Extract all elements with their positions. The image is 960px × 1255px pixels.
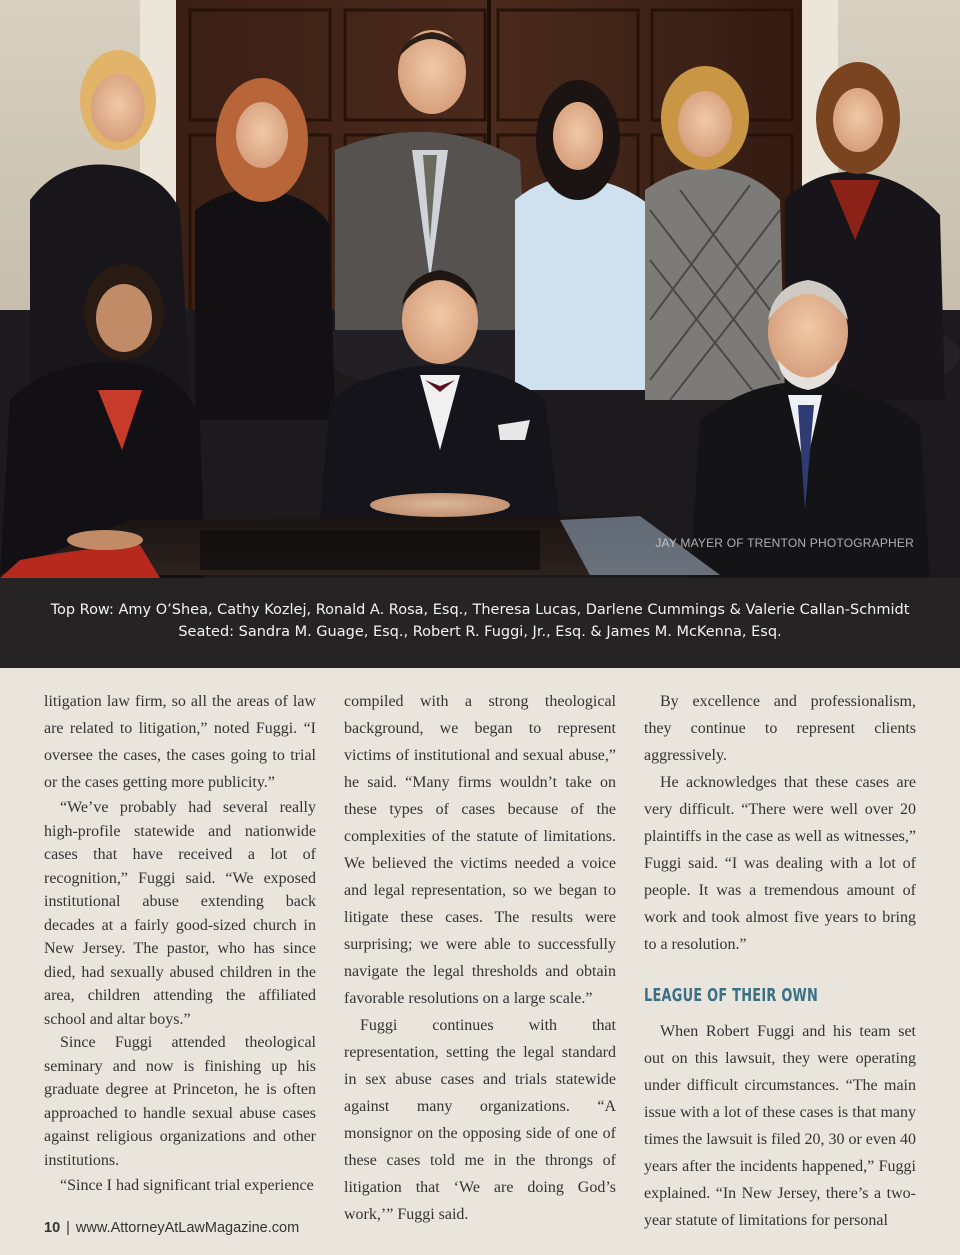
caption-seated: Seated: Sandra M. Guage, Esq., Robert R. Fuggi, Jr., Esq. & James M. McKenna, Esq. [178,624,782,640]
paragraph: compiled with a strong theological background, we began to represent victims of institutional and sexual abuse,” he said. “Many firms wouldn’t take on these types of cases because of the complexities of the statute of limitations. We believed the victims needed a voice and legal representation, so we began to litigate these cases. The results were surprising; we were able to successfully navigate the legal thresholds and obtain favorable resolutions on a large scale.” [344,693,616,1007]
paragraph: He acknowledges that these cases are very difficult. “There were well over 20 plaintiffs in the case as well as witnesses,” Fuggi said. “I was dealing with a lot of people. It was a tremendous amount of work and took almost five years to bring to a resolution.” [644,774,916,953]
paragraph: “We’ve probably had several really high-profile statewide and nationwide cases that have received a lot of recognition,” Fuggi said. “We exposed institutional abuse extending back decades at a fairly good-sized church in New Jersey. The pastor, who has since died, had sexually abused children in the area, children attending the affiliated school and altar boys.” [44,799,316,1028]
caption-top-row: Top Row: Amy O’Shea, Cathy Kozlej, Ronald A. Rosa, Esq., Theresa Lucas, Darlene Cummings & Valerie Callan-Schmidt [50,602,910,618]
paragraph: When Robert Fuggi and his team set out on this lawsuit, they were operating under difficult circumstances. “The main issue with a lot of these cases is that many times the lawsuit is filed 20, 30 or even 40 years after the incidents happened,” Fuggi explained. “In New Jersey, there’s a two-year statute of limitations for personal [644,1023,916,1229]
paragraph: “Since I had significant trial experience [60,1177,314,1194]
footer-separator: | [66,1220,70,1236]
article-column-2 [344,688,616,1228]
photo-caption [0,578,960,668]
article-column-1 [44,688,316,1199]
section-subhead: LEAGUE OF THEIR OWN [644,986,819,1006]
paragraph: Since Fuggi attended theological seminary and now is finishing up his graduate degree at Princeton, he is often approached to handle sexual abuse cases against religious organizations and other institutions. [44,1034,316,1169]
article-column-3 [644,688,916,1234]
paragraph: Fuggi continues with that representation, setting the legal standard in sex abuse cases and trials statewide against many organizations. “A monsignor on the opposing side of one of these cases told me in the throngs of litigation that ‘We are doing God’s work,’” Fuggi said. [344,1017,616,1223]
paragraph: By excellence and professionalism, they continue to represent clients aggressively. [644,693,916,764]
page-number: 10 [44,1220,61,1236]
photo-credit: JAY MAYER OF TRENTON PHOTOGRAPHER [655,536,914,550]
page-footer [44,1220,299,1236]
group-photo-illustration [0,0,960,578]
paragraph: litigation law firm, so all the areas of law are related to litigation,” noted Fuggi. “I oversee the cases, the cases going to trial or the cases getting more publicity.” [44,693,316,791]
footer-url: www.AttorneyAtLawMagazine.com [75,1220,300,1236]
group-photo [0,0,960,578]
